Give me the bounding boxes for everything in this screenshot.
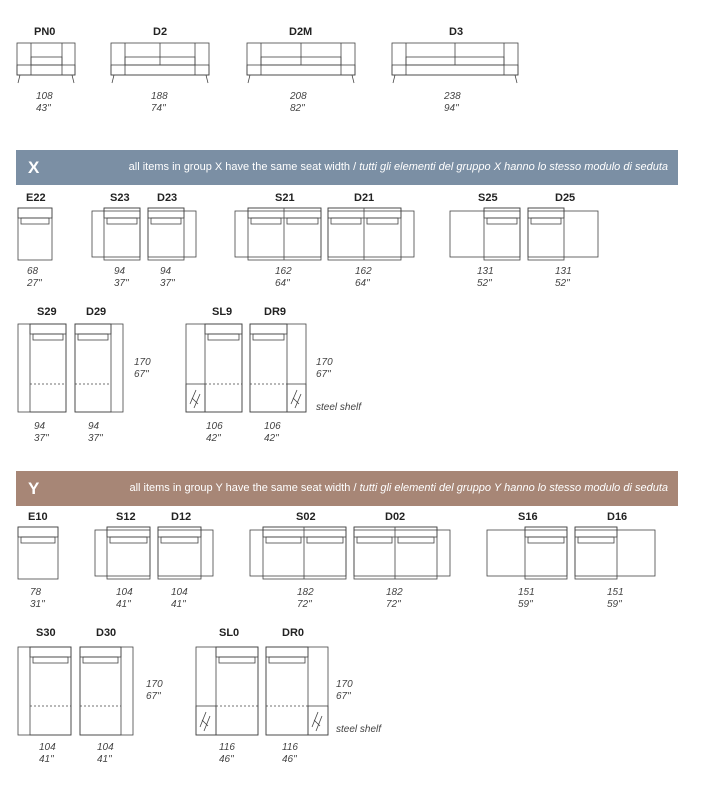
item-code: D16 (607, 511, 628, 523)
module-drawing-d21 (328, 208, 414, 260)
item-code: SL0 (219, 627, 240, 639)
item-dimension: 94 37" (34, 421, 49, 444)
module-drawing-e10 (18, 527, 58, 579)
item-dimension: 116 46" (219, 742, 235, 765)
module-drawing-s25 (450, 208, 520, 260)
group-description: all items in group Y have the same seat width / tutti gli elementi del gruppo Y hanno lo stesso modulo di seduta (129, 482, 668, 494)
item-dimension: 238 94" (444, 91, 461, 114)
item-dimension: 94 37" (88, 421, 103, 444)
item-code: PN0 (34, 26, 56, 38)
item-dimension: 151 59" (518, 587, 535, 610)
depth-dimension: 170 67" (316, 357, 333, 380)
item-dimension: 108 43" (36, 91, 53, 114)
item-dimension: 162 64" (275, 266, 292, 289)
group-letter: X (28, 158, 40, 177)
item-code: D23 (157, 192, 178, 204)
item-code: E22 (26, 192, 46, 204)
item-code: D12 (171, 511, 192, 523)
group-letter: Y (28, 479, 40, 498)
item-code: S29 (37, 306, 57, 318)
item-code: D02 (385, 511, 406, 523)
item-dimension: 106 42" (264, 421, 281, 444)
module-drawing-s23 (92, 208, 140, 260)
item-code: D3 (449, 26, 464, 38)
module-drawing-d02 (354, 527, 450, 579)
module-drawing-sl9 (186, 324, 242, 412)
item-code: S16 (518, 511, 538, 523)
module-drawing-s12 (95, 527, 150, 579)
sofa-drawing-d2m (247, 43, 355, 83)
item-dimension: 151 59" (607, 587, 624, 610)
item-code: D29 (86, 306, 107, 318)
module-drawing-d23 (148, 208, 196, 260)
module-drawing-d25 (528, 208, 598, 260)
item-dimension: 78 31" (30, 587, 45, 610)
item-code: D25 (555, 192, 576, 204)
item-dimension: 94 37" (160, 266, 175, 289)
module-drawing-d16 (575, 527, 655, 579)
item-dimension: 182 72" (386, 587, 403, 610)
item-code: DR9 (264, 306, 287, 318)
item-code: S30 (36, 627, 56, 639)
item-dimension: 131 52" (555, 266, 572, 289)
module-drawing-s02 (250, 527, 346, 579)
item-code: S12 (116, 511, 136, 523)
item-code: E10 (28, 511, 48, 523)
module-drawing-e22 (18, 208, 52, 260)
item-code: S21 (275, 192, 295, 204)
module-drawing-s16 (487, 527, 567, 579)
module-drawing-d30 (80, 647, 133, 735)
item-dimension: 106 42" (206, 421, 223, 444)
item-dimension: 94 37" (114, 266, 129, 289)
item-code: DR0 (282, 627, 305, 639)
module-drawing-dr9 (250, 324, 306, 412)
item-dimension: 104 41" (171, 587, 188, 610)
depth-dimension: 170 67" (146, 679, 163, 702)
group-description: all items in group X have the same seat width / tutti gli elementi del gruppo X hanno lo stesso modulo di seduta (128, 161, 668, 173)
item-dimension: 162 64" (355, 266, 372, 289)
sofa-drawing-d2 (111, 43, 209, 83)
module-drawing-s21 (235, 208, 321, 260)
steel-shelf-note: steel shelf (316, 402, 362, 413)
module-drawing-d12 (158, 527, 213, 579)
item-dimension: 188 74" (151, 91, 168, 114)
item-dimension: 68 27" (27, 266, 42, 289)
module-drawing-dr0 (266, 647, 328, 735)
item-dimension: 182 72" (297, 587, 314, 610)
module-drawing-s29 (18, 324, 66, 412)
sofa-drawing-pn0 (17, 43, 75, 83)
module-drawing-s30 (18, 647, 71, 735)
item-dimension: 104 41" (39, 742, 56, 765)
steel-shelf-note: steel shelf (336, 724, 382, 735)
item-code: S23 (110, 192, 130, 204)
item-dimension: 208 82" (290, 91, 307, 114)
item-dimension: 116 46" (282, 742, 298, 765)
depth-dimension: 170 67" (336, 679, 353, 702)
item-code: D2 (153, 26, 168, 38)
item-dimension: 104 41" (116, 587, 133, 610)
module-drawing-d29 (75, 324, 123, 412)
item-code: S02 (296, 511, 316, 523)
item-code: SL9 (212, 306, 233, 318)
item-dimension: 131 52" (477, 266, 494, 289)
depth-dimension: 170 67" (134, 357, 151, 380)
item-code: D30 (96, 627, 117, 639)
item-code: S25 (478, 192, 498, 204)
sofa-drawing-d3 (392, 43, 518, 83)
item-code: D21 (354, 192, 375, 204)
module-drawing-sl0 (196, 647, 258, 735)
item-dimension: 104 41" (97, 742, 114, 765)
item-code: D2M (289, 26, 313, 38)
